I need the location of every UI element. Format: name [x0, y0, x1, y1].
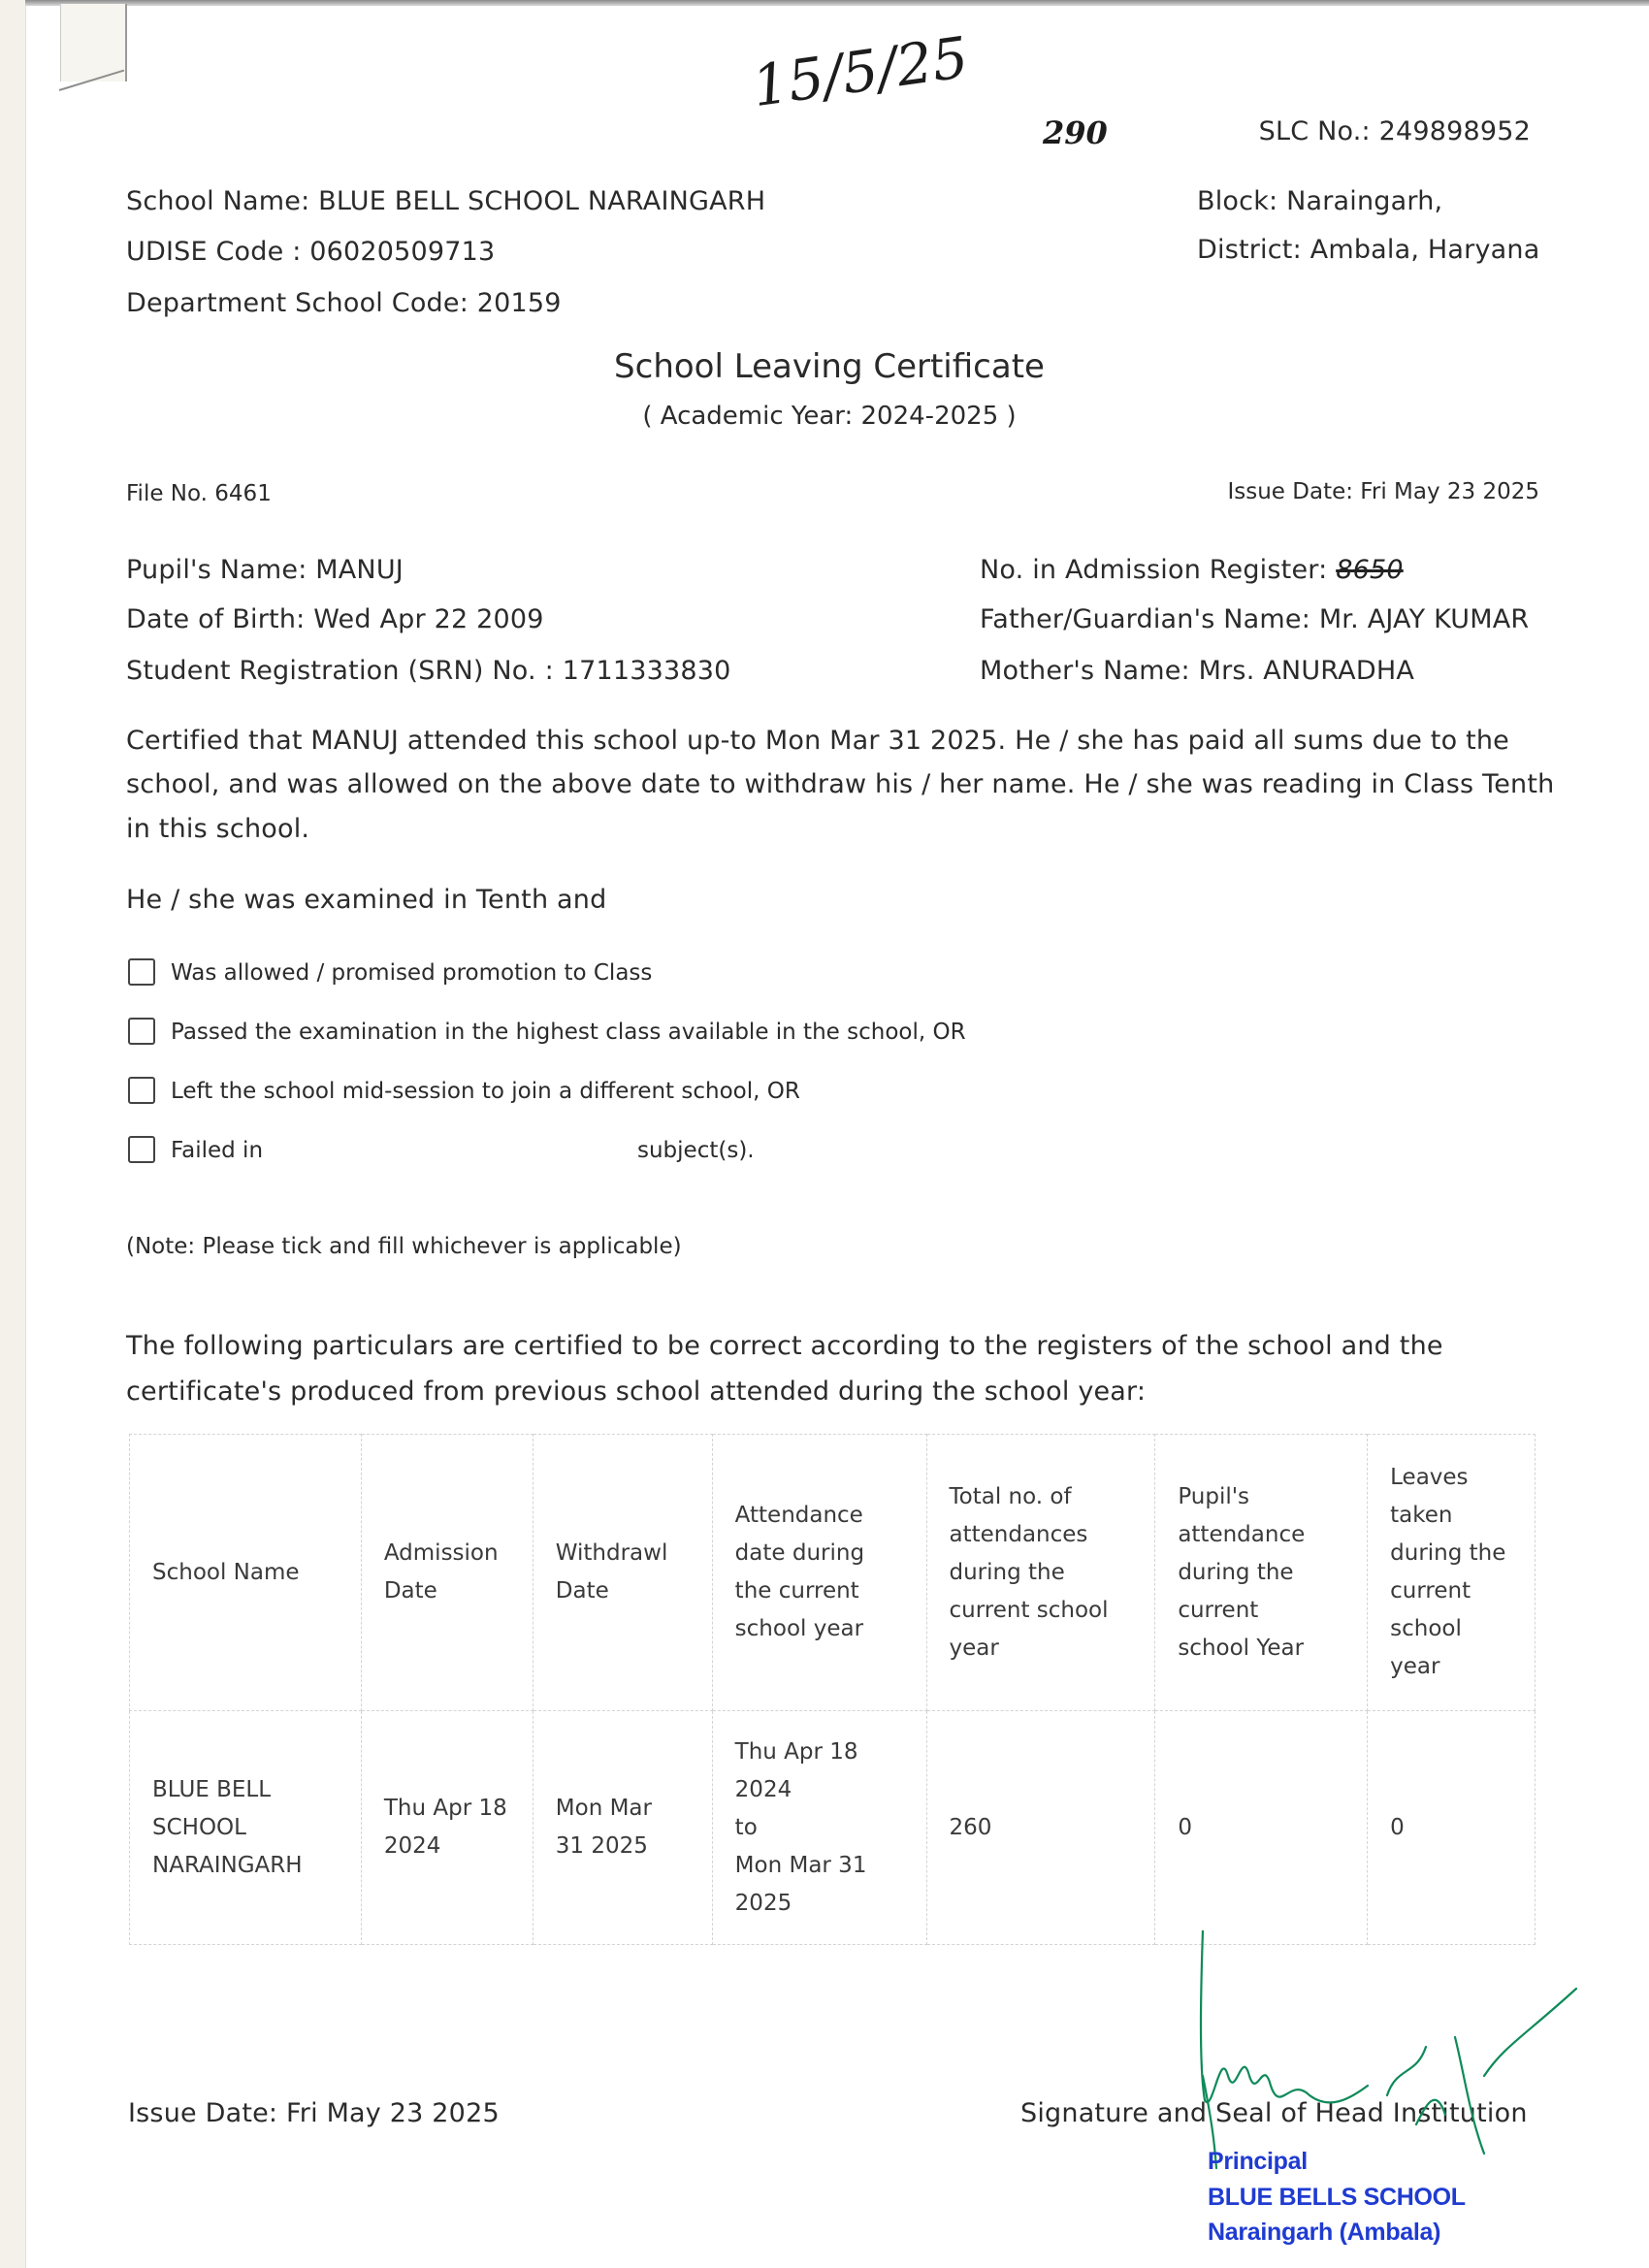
table-header-text: during the — [1178, 1559, 1294, 1585]
option-label-left: Left the school mid-session to join a different school, OR — [171, 1079, 800, 1104]
table-header-text: attendance — [1178, 1521, 1306, 1547]
table-cell-text: 2024 — [734, 1776, 792, 1802]
academic-year: ( Academic Year: 2024-2025 ) — [642, 402, 1017, 431]
option-failed-suffix: subject(s). — [637, 1138, 755, 1163]
table-header-text: Date — [555, 1578, 609, 1604]
table-header-text: attendances — [949, 1521, 1088, 1547]
date-of-birth: Date of Birth: Wed Apr 22 2009 — [126, 604, 544, 634]
table-header-text: Leaves — [1390, 1465, 1469, 1490]
table-cell — [1368, 1711, 1536, 1945]
table-cell-text: Mon Mar — [555, 1796, 652, 1821]
table-cell-text: NARAINGARH — [152, 1852, 303, 1878]
table-cell — [533, 1711, 712, 1945]
particulars-table — [129, 1434, 1536, 1945]
admission-register-label: No. in Admission Register: — [980, 555, 1328, 585]
table-header-text: Date — [383, 1578, 437, 1604]
option-label-promotion: Was allowed / promised promotion to Class — [171, 960, 653, 986]
table-header-text: taken — [1390, 1503, 1453, 1528]
table-header-text: School Name — [152, 1559, 300, 1585]
certification-line-1: Certified that MANUJ attended this school up-to Mon Mar 31 2025. He / she has paid all sums due to the — [126, 726, 1509, 756]
page-title: School Leaving Certificate — [614, 347, 1045, 386]
table-header-row — [130, 1435, 1536, 1711]
file-number: File No. 6461 — [126, 481, 272, 506]
table-cell-text: BLUE BELL — [152, 1776, 272, 1802]
signature-stroke-date — [1387, 1989, 1576, 2154]
table-header-cell — [361, 1435, 533, 1711]
signature-stroke-main — [1201, 1930, 1368, 2102]
stamp-school-name: BLUE BELLS SCHOOL — [1208, 2184, 1466, 2211]
signature-label: Signature and Seal of Head Institution — [1020, 2098, 1528, 2128]
table-cell-text: 0 — [1178, 1814, 1192, 1840]
table-cell-text: Thu Apr 18 — [383, 1796, 507, 1821]
table-header-cell — [533, 1435, 712, 1711]
table-cell — [361, 1711, 533, 1945]
table-header-text: Attendance — [734, 1503, 863, 1528]
stamp-principal: Principal — [1208, 2148, 1308, 2175]
department-school-code: Department School Code: 20159 — [126, 288, 562, 318]
option-label-passed: Passed the examination in the highest class available in the school, OR — [171, 1020, 966, 1045]
table-header-text: school — [1390, 1616, 1462, 1641]
handwritten-date-mark: 15/5/25 — [748, 23, 973, 120]
issue-date-top: Issue Date: Fri May 23 2025 — [1227, 479, 1539, 504]
principal-signature — [1193, 1930, 1600, 2173]
table-cell — [926, 1711, 1155, 1945]
admission-register — [980, 555, 1404, 585]
table-header-text: current school — [949, 1597, 1109, 1623]
table-header-cell — [130, 1435, 362, 1711]
mother-name: Mother's Name: Mrs. ANURADHA — [980, 656, 1414, 686]
table-cell — [712, 1711, 926, 1945]
certification-line-3: in this school. — [126, 814, 310, 844]
option-checkbox-left[interactable] — [128, 1077, 155, 1104]
table-cell — [130, 1711, 362, 1945]
srn-number: Student Registration (SRN) No. : 1711333830 — [126, 656, 731, 686]
scan-top-edge — [25, 0, 1649, 6]
table-cell-text: 260 — [949, 1814, 992, 1840]
table-header-text: during the — [1390, 1540, 1506, 1566]
table-cell-text: 0 — [1390, 1814, 1405, 1840]
option-checkbox-promotion[interactable] — [128, 958, 155, 986]
school-name: School Name: BLUE BELL SCHOOL NARAINGARH — [126, 186, 766, 216]
table-header-cell — [926, 1435, 1155, 1711]
table-header-text: year — [949, 1635, 999, 1661]
table-header-text: date during — [734, 1540, 865, 1566]
note: (Note: Please tick and fill whichever is applicable) — [126, 1234, 682, 1259]
handwritten-serial-mark: 290 — [1043, 114, 1108, 151]
table-header-text: current — [1390, 1578, 1471, 1604]
particulars-intro-line-1: The following particulars are certified to be correct according to the registers of the school and the — [126, 1331, 1443, 1361]
pupil-name: Pupil's Name: MANUJ — [126, 555, 404, 585]
table-row — [130, 1711, 1536, 1945]
table-header-text: current — [1178, 1597, 1259, 1623]
stamp-location: Naraingarh (Ambala) — [1208, 2219, 1441, 2246]
option-checkbox-failed[interactable] — [128, 1136, 155, 1163]
particulars-intro-line-2: certificate's produced from previous school attended during the school year: — [126, 1377, 1147, 1407]
table-cell-text: SCHOOL — [152, 1814, 246, 1840]
slc-number: SLC No.: 249898952 — [1258, 116, 1531, 146]
folded-corner — [60, 4, 127, 81]
udise-code: UDISE Code : 06020509713 — [126, 237, 496, 267]
table-cell-text: to — [734, 1814, 758, 1840]
table-header-text: Total no. of — [949, 1483, 1072, 1509]
father-name: Father/Guardian's Name: Mr. AJAY KUMAR — [980, 604, 1530, 634]
table-header-text: Admission — [383, 1540, 499, 1566]
table-cell-text: 31 2025 — [555, 1833, 648, 1859]
issue-date-bottom: Issue Date: Fri May 23 2025 — [128, 2098, 500, 2128]
table-header-text: Withdrawl — [555, 1540, 668, 1566]
table-header-text: Pupil's — [1178, 1483, 1250, 1509]
block: Block: Naraingarh, — [1197, 186, 1443, 216]
table-header-text: year — [1390, 1654, 1440, 1679]
admission-register-value: 8650 — [1336, 555, 1404, 585]
table-header-text: school Year — [1178, 1635, 1305, 1661]
scan-left-edge — [0, 0, 26, 2268]
table-cell-text: Mon Mar 31 — [734, 1852, 867, 1878]
table-cell — [1155, 1711, 1368, 1945]
district: District: Ambala, Haryana — [1197, 235, 1540, 265]
table-header-text: school year — [734, 1616, 864, 1641]
table-cell-text: Thu Apr 18 — [734, 1738, 858, 1765]
option-checkbox-passed[interactable] — [128, 1018, 155, 1045]
option-label-failed: Failed in — [171, 1138, 264, 1163]
table-header-text: during the — [949, 1559, 1065, 1585]
table-cell-text: 2024 — [383, 1833, 441, 1859]
table-header-cell — [712, 1435, 926, 1711]
table-cell-text: 2025 — [734, 1890, 792, 1916]
table-header-cell — [1368, 1435, 1536, 1711]
certification-line-2: school, and was allowed on the above date to withdraw his / her name. He / she was reading in Class Tenth — [126, 769, 1555, 799]
examined-statement: He / she was examined in Tenth and — [126, 885, 607, 915]
table-header-text: the current — [734, 1578, 859, 1604]
table-header-cell — [1155, 1435, 1368, 1711]
